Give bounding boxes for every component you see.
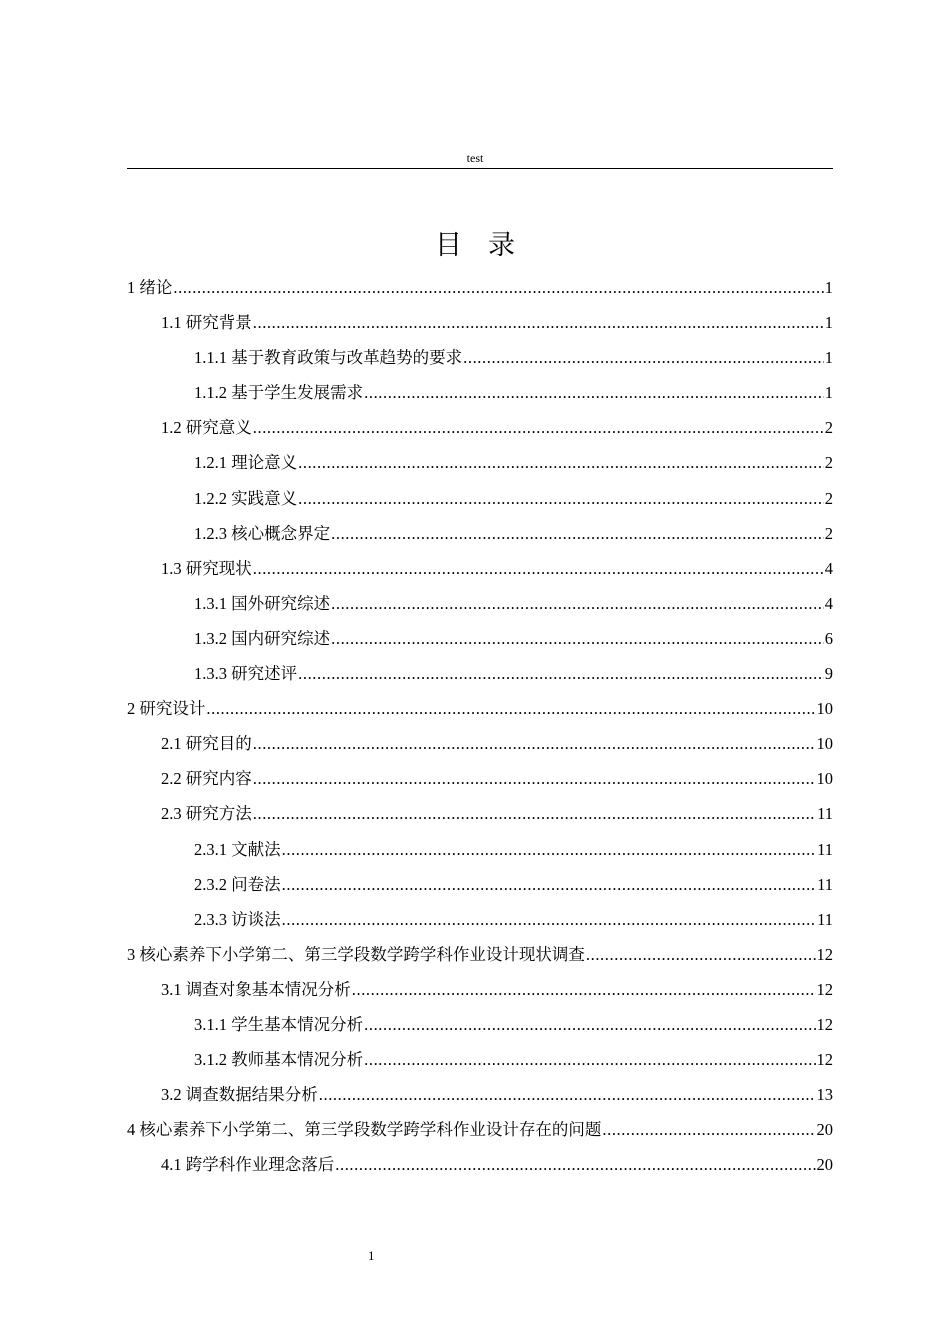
toc-dot-leader [253, 410, 824, 445]
toc-dot-leader [331, 621, 824, 656]
toc-entry[interactable] [127, 410, 833, 445]
toc-dot-leader [335, 1147, 815, 1182]
toc-entry-page: 13 [816, 1085, 833, 1105]
toc-entry-label: 3.1.1 学生基本情况分析 [194, 1014, 364, 1034]
toc-entry-label: 3 核心素养下小学第二、第三学段数学跨学科作业设计现状调查 [127, 944, 585, 964]
toc-entry-label: 4.1 跨学科作业理念落后 [161, 1155, 335, 1175]
toc-entry[interactable] [127, 340, 833, 375]
toc-entry[interactable] [127, 586, 833, 621]
toc-entry-label: 3.2 调查数据结果分析 [161, 1085, 318, 1105]
toc-entry-page: 11 [817, 839, 833, 859]
toc-entry-page: 2 [824, 453, 833, 473]
toc-entry[interactable] [127, 972, 833, 1007]
toc-dot-leader [331, 516, 824, 551]
toc-entry[interactable] [127, 726, 833, 761]
toc-entry-page: 9 [824, 664, 833, 684]
toc-entry[interactable] [127, 305, 833, 340]
toc-entry[interactable] [127, 902, 833, 937]
toc-entry-label: 2.3.3 访谈法 [194, 909, 281, 929]
toc-entry[interactable] [127, 1007, 833, 1042]
toc-entry-label: 2.3.1 文献法 [194, 839, 281, 859]
toc-dot-leader [364, 1042, 815, 1077]
toc-dot-leader [253, 796, 816, 831]
toc-entry-label: 1.1 研究背景 [161, 313, 252, 333]
toc-entry-page: 20 [816, 1120, 833, 1140]
toc-dot-leader [364, 1007, 815, 1042]
toc-entry[interactable] [127, 551, 833, 586]
toc-entry-page: 11 [817, 804, 833, 824]
toc-entry-page: 10 [816, 769, 833, 789]
toc-entry-page: 6 [824, 628, 833, 648]
toc-entry-label: 1.3.2 国内研究综述 [194, 628, 331, 648]
toc-entry-page: 2 [824, 523, 833, 543]
toc-dot-leader [602, 1112, 815, 1147]
toc-entry-label: 4 核心素养下小学第二、第三学段数学跨学科作业设计存在的问题 [127, 1120, 602, 1140]
toc-entry[interactable] [127, 761, 833, 796]
toc-dot-leader [298, 656, 824, 691]
toc-entry[interactable] [127, 796, 833, 831]
toc-entry-label: 1.1.2 基于学生发展需求 [194, 383, 364, 403]
toc-dot-leader [298, 445, 824, 480]
toc-entry[interactable] [127, 691, 833, 726]
toc-entry-page: 1 [824, 383, 833, 403]
toc-entry-page: 11 [817, 874, 833, 894]
toc-dot-leader [282, 902, 816, 937]
header-rule [127, 168, 833, 169]
toc-dot-leader [298, 481, 824, 516]
toc-entry[interactable] [127, 445, 833, 480]
toc-dot-leader [463, 340, 824, 375]
toc-entry-page: 12 [816, 979, 833, 999]
toc-entry[interactable] [127, 937, 833, 972]
toc-entry-label: 2.3.2 问卷法 [194, 874, 281, 894]
toc-entry-label: 3.1.2 教师基本情况分析 [194, 1050, 364, 1070]
toc-entry-label: 1 绪论 [127, 278, 173, 297]
toc-entry-label: 1.2.3 核心概念界定 [194, 523, 331, 543]
toc-entry-page: 1 [824, 278, 833, 297]
toc-entry-label: 1.2.2 实践意义 [194, 488, 298, 508]
toc-entry-page: 2 [824, 488, 833, 508]
toc-entry[interactable] [127, 1042, 833, 1077]
toc-entry-page: 1 [824, 348, 833, 368]
toc-entry-page: 20 [816, 1155, 833, 1175]
toc-dot-leader [282, 867, 816, 902]
toc-dot-leader [253, 551, 824, 586]
toc-entry-page: 12 [816, 1050, 833, 1070]
toc-entry-label: 2.3 研究方法 [161, 804, 252, 824]
toc-entry[interactable] [127, 516, 833, 551]
toc-entry[interactable] [127, 656, 833, 691]
toc-dot-leader [282, 832, 816, 867]
toc-entry[interactable] [127, 621, 833, 656]
toc-title: 目录 [435, 230, 541, 261]
toc-entry-label: 3.1 调查对象基本情况分析 [161, 979, 351, 999]
toc-entry-label: 2 研究设计 [127, 699, 206, 719]
toc-entry-page: 2 [824, 418, 833, 438]
toc-entry[interactable] [127, 375, 833, 410]
toc-dot-leader [253, 305, 824, 340]
toc-entry-label: 1.2.1 理论意义 [194, 453, 298, 473]
toc-entry[interactable] [127, 481, 833, 516]
toc-entry-label: 1.3 研究现状 [161, 558, 252, 578]
toc-dot-leader [206, 691, 815, 726]
toc-entry-page: 1 [824, 313, 833, 333]
toc-entry-page: 4 [824, 558, 833, 578]
toc-entry-label: 2.2 研究内容 [161, 769, 252, 789]
toc-dot-leader [253, 761, 816, 796]
toc-dot-leader [253, 726, 816, 761]
toc-entry-page: 11 [817, 909, 833, 929]
toc-dot-leader [331, 586, 824, 621]
toc-dot-leader [319, 1077, 816, 1112]
toc-dot-leader [352, 972, 816, 1007]
toc-dot-leader [586, 937, 816, 972]
toc-entry[interactable] [127, 1147, 833, 1182]
toc-entry-page: 12 [816, 1014, 833, 1034]
toc-entry-page: 12 [816, 944, 833, 964]
toc-entry-label: 1.2 研究意义 [161, 418, 252, 438]
toc-entry-page: 10 [816, 699, 833, 719]
toc-dot-leader [173, 270, 823, 305]
toc-entry[interactable] [127, 832, 833, 867]
toc-entry-page: 10 [816, 734, 833, 754]
toc-entry-label: 1.3.1 国外研究综述 [194, 593, 331, 613]
toc-entry-label: 1.3.3 研究述评 [194, 664, 298, 684]
toc-entry[interactable] [127, 1077, 833, 1112]
toc-entry[interactable] [127, 867, 833, 902]
toc-dot-leader [364, 375, 824, 410]
running-header: test [466, 151, 484, 165]
table-of-contents [127, 270, 833, 1182]
toc-entry[interactable] [127, 270, 833, 305]
toc-entry[interactable] [127, 1112, 833, 1147]
toc-entry-label: 2.1 研究目的 [161, 734, 252, 754]
footer-page-number: 1 [368, 1248, 375, 1263]
toc-entry-page: 4 [824, 593, 833, 613]
toc-entry-label: 1.1.1 基于教育政策与改革趋势的要求 [194, 348, 463, 368]
